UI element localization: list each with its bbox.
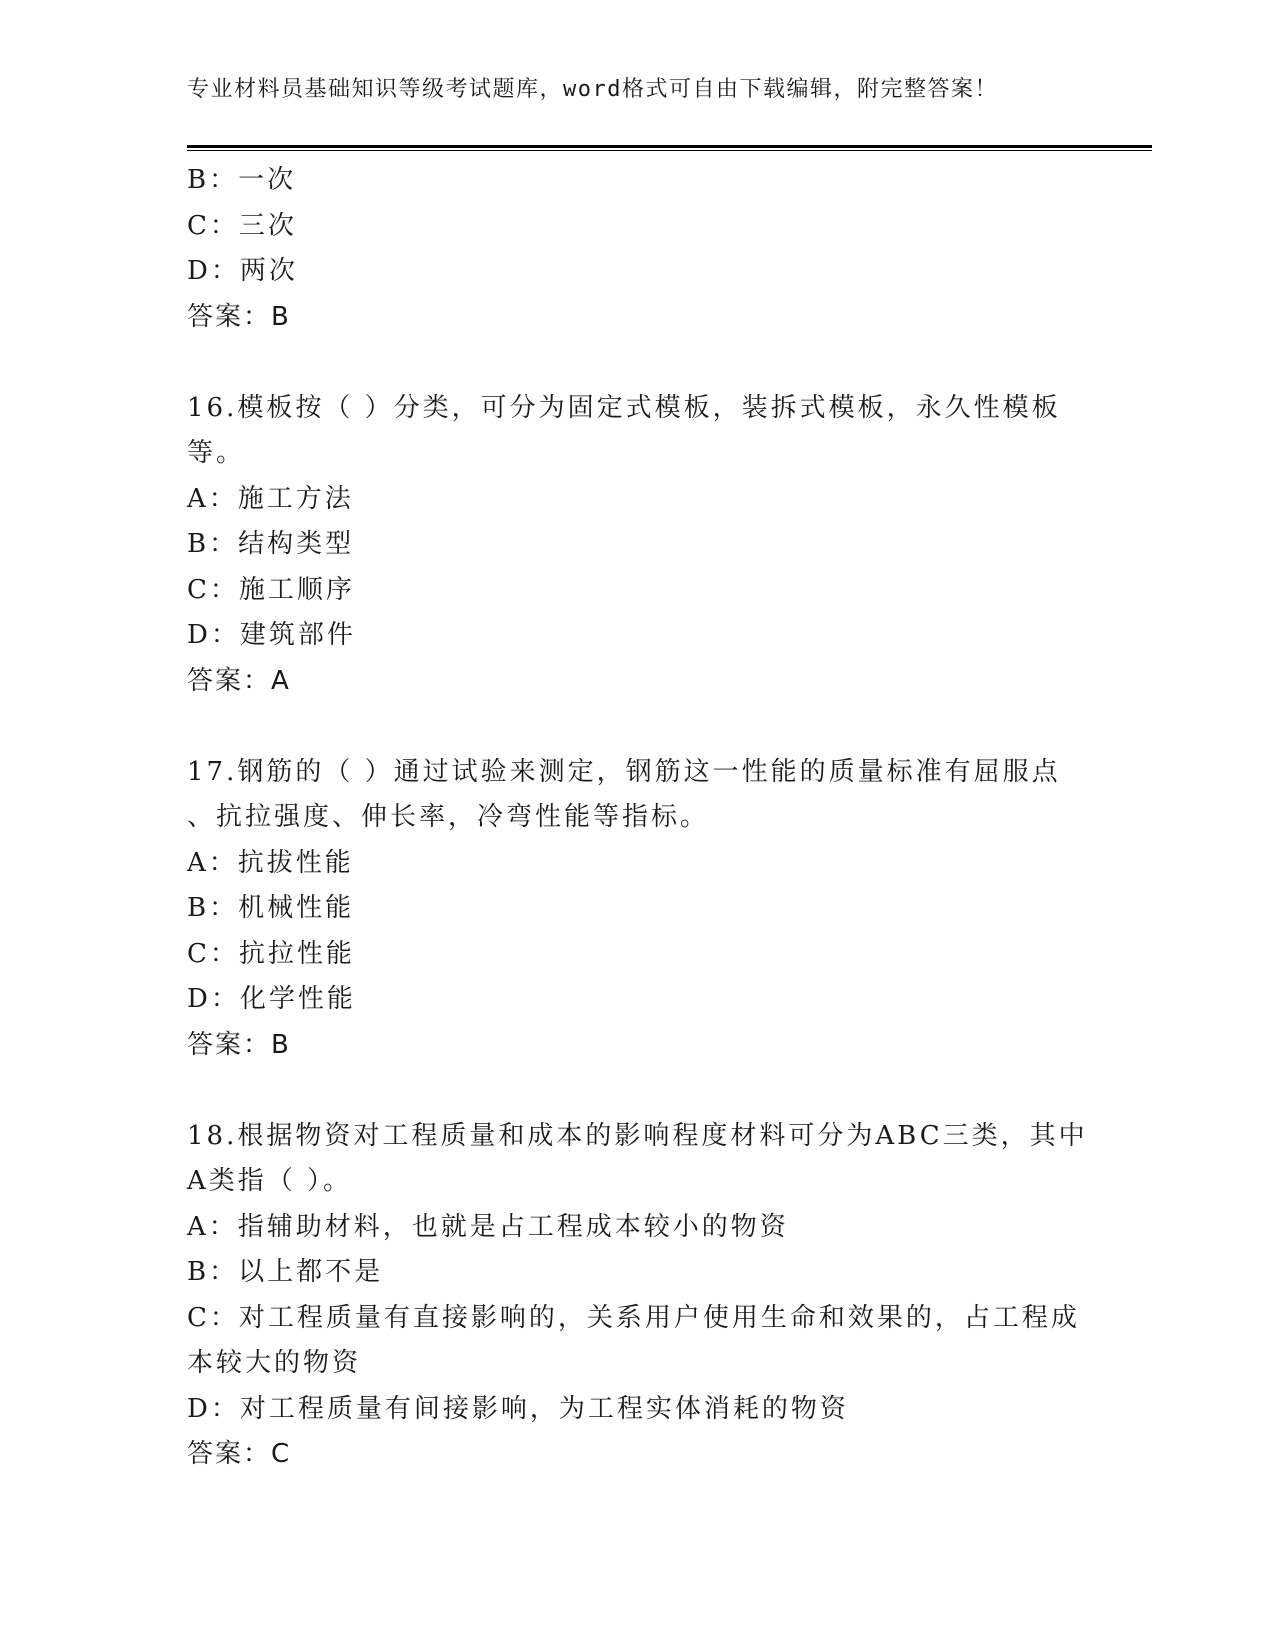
option-c: C：三次 — [187, 210, 297, 241]
header-rule-thick — [187, 145, 1152, 148]
option-c: C：抗拉性能 — [187, 938, 355, 969]
question-stem-line: A类指（ ）。 — [187, 1166, 353, 1196]
question-block-16 — [187, 386, 1077, 705]
option-c: C：施工顺序 — [187, 574, 355, 605]
answer-line: 答案：B — [187, 301, 291, 332]
option-d: D：建筑部件 — [187, 620, 356, 650]
option-c: C：对工程质量有直接影响的，关系用户使用生命和效果的，占工程成 — [187, 1302, 1080, 1333]
question-block-18 — [187, 1114, 1088, 1478]
option-a: A：抗拔性能 — [187, 847, 354, 878]
option-d: D：两次 — [187, 256, 298, 286]
option-b: B：以上都不是 — [187, 1257, 384, 1287]
page-header: 专业材料员基础知识等级考试题库，word格式可自由下载编辑，附完整答案！ — [187, 77, 998, 102]
answer-line: 答案：C — [187, 1439, 292, 1469]
option-a: A：指辅助材料，也就是占工程成本较小的物资 — [187, 1211, 789, 1242]
question-content — [187, 158, 1088, 1478]
option-b: B：一次 — [187, 165, 297, 195]
option-c-continuation: 本较大的物资 — [187, 1348, 362, 1378]
question-stem-line: 17.钢筋的（ ）通过试验来测定，钢筋这一性能的质量标准有屈服点 — [187, 756, 1061, 787]
option-d: D：化学性能 — [187, 984, 356, 1014]
question-block-15 — [187, 158, 1077, 340]
option-b: B：机械性能 — [187, 893, 355, 923]
spacer — [187, 704, 1077, 750]
spacer — [187, 1068, 1077, 1114]
option-d: D：对工程质量有间接影响，为工程实体消耗的物资 — [187, 1393, 849, 1424]
question-block-17 — [187, 750, 1077, 1069]
option-a: A：施工方法 — [187, 483, 354, 514]
answer-line: 答案：A — [187, 665, 291, 696]
spacer — [187, 340, 1077, 386]
header-rule-thin — [187, 150, 1152, 151]
question-stem-line: 等。 — [187, 438, 246, 468]
answer-line: 答案：B — [187, 1029, 291, 1060]
question-stem-line: 16.模板按（ ）分类，可分为固定式模板，装拆式模板，永久性模板 — [187, 392, 1061, 423]
option-b: B：结构类型 — [187, 529, 355, 559]
question-stem-line: 、抗拉强度、伸长率，冷弯性能等指标。 — [187, 802, 710, 832]
question-stem-line: 18.根据物资对工程质量和成本的影响程度材料可分为ABC三类，其中 — [187, 1120, 1088, 1151]
